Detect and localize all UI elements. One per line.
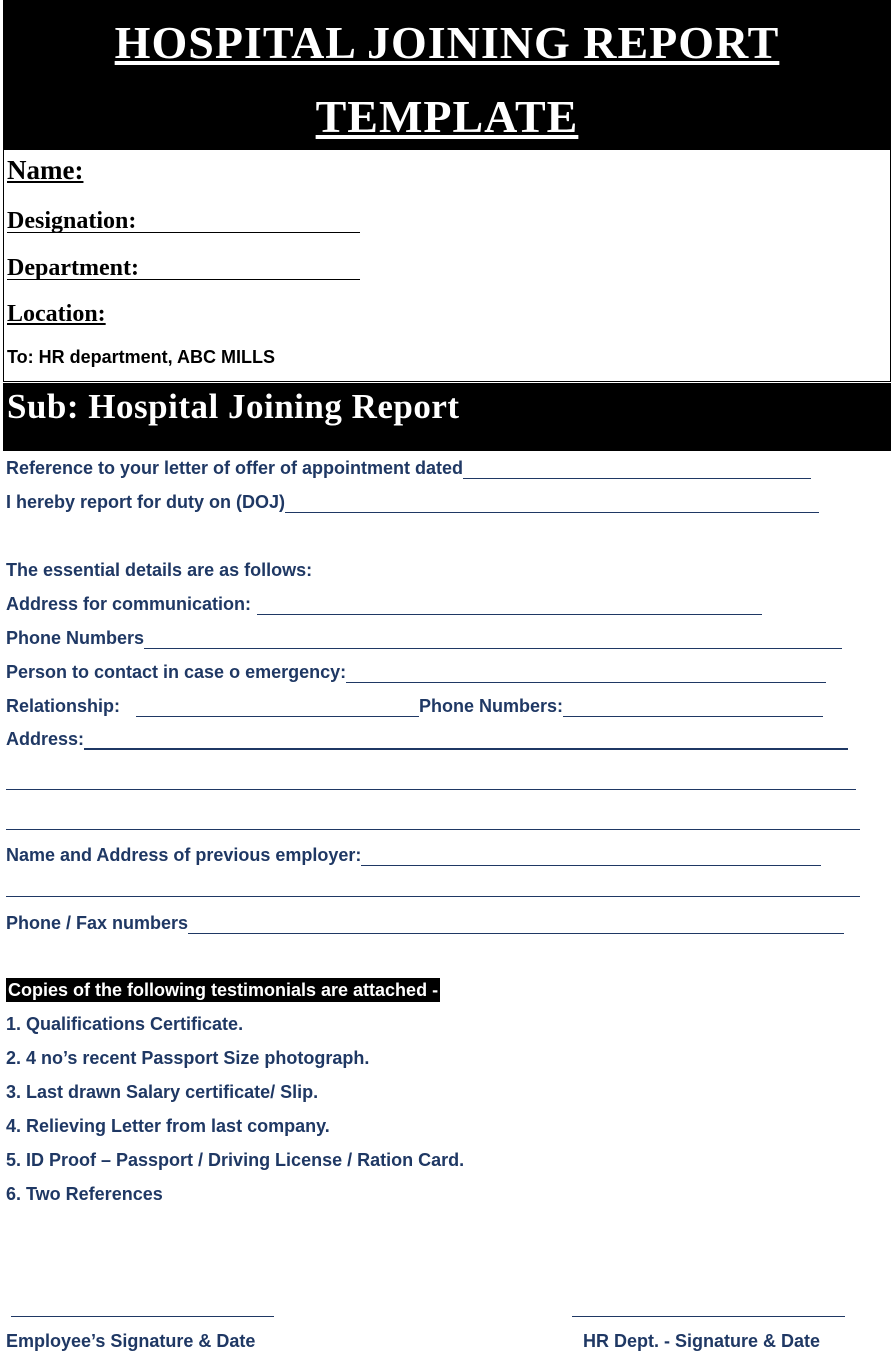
phone-row <box>6 625 842 649</box>
prev-employer-row <box>6 842 821 866</box>
employee-signature-line[interactable] <box>11 1316 274 1317</box>
to-line: To: HR department, ABC MILLS <box>7 347 275 367</box>
department-label: Department: <box>7 255 139 281</box>
emergency-field[interactable] <box>346 662 826 683</box>
phone-fax-field[interactable] <box>188 913 844 934</box>
hr-signature-label: HR Dept. - Signature & Date <box>583 1331 821 1351</box>
relationship-row <box>6 693 823 717</box>
testimonial-item: 3. Last drawn Salary certificate/ Slip. <box>6 1082 319 1102</box>
address-comm-label: Address for communication: <box>6 594 252 614</box>
phone-2-field[interactable] <box>563 696 823 717</box>
testimonial-item: 4. Relieving Letter from last company. <box>6 1116 330 1136</box>
testimonial-item: 5. ID Proof – Passport / Driving License / Ration Card. <box>6 1150 465 1170</box>
doj-field[interactable] <box>285 492 819 513</box>
testimonial-item: 6. Two References <box>6 1184 163 1204</box>
essential-label: The essential details are as follows: <box>6 560 313 580</box>
address-label: Address: <box>6 729 85 749</box>
testimonial-item: 2. 4 no’s recent Passport Size photograph. <box>6 1048 370 1068</box>
prev-employer-line-2[interactable] <box>6 896 860 897</box>
location-label: Location: <box>7 301 106 327</box>
reference-label: Reference to your letter of offer of appointment dated <box>6 458 464 478</box>
reference-row <box>6 455 811 479</box>
phone-fax-label: Phone / Fax numbers <box>6 913 189 933</box>
doj-label: I hereby report for duty on (DOJ) <box>6 492 286 512</box>
testimonials-heading-text: Copies of the following testimonials are attached - <box>8 979 439 1000</box>
hr-signature-line[interactable] <box>572 1316 845 1317</box>
relationship-label: Relationship: <box>6 696 121 716</box>
designation-label: Designation: <box>7 208 137 234</box>
testimonials-heading <box>6 978 440 1002</box>
phone-field[interactable] <box>144 628 842 649</box>
address-comm-row <box>6 591 762 615</box>
name-label: Name: <box>7 155 84 185</box>
address-row <box>6 726 848 750</box>
address-field[interactable] <box>84 728 848 750</box>
subject-text: Sub: Hospital Joining Report <box>7 387 460 426</box>
designation-field[interactable] <box>7 232 360 233</box>
address-line-3[interactable] <box>6 829 860 830</box>
phone-2-label: Phone Numbers: <box>419 696 564 716</box>
prev-employer-field[interactable] <box>361 845 821 866</box>
prev-employer-label: Name and Address of previous employer: <box>6 845 362 865</box>
title-line-2: TEMPLATE <box>315 91 579 142</box>
reference-date-field[interactable] <box>463 458 811 479</box>
title-line-1: HOSPITAL JOINING REPORT <box>114 17 780 68</box>
address-line-2[interactable] <box>6 789 856 790</box>
department-field[interactable] <box>7 279 360 280</box>
phone-fax-row <box>6 910 844 934</box>
employee-signature-label: Employee’s Signature & Date <box>6 1331 256 1351</box>
emergency-label: Person to contact in case o emergency: <box>6 662 347 682</box>
testimonial-item: 1. Qualifications Certificate. <box>6 1014 244 1034</box>
relationship-field[interactable] <box>136 696 419 717</box>
address-comm-field[interactable] <box>257 594 762 615</box>
phone-label: Phone Numbers <box>6 628 145 648</box>
essential-row <box>6 557 312 581</box>
doj-row <box>6 489 819 513</box>
emergency-row <box>6 659 826 683</box>
